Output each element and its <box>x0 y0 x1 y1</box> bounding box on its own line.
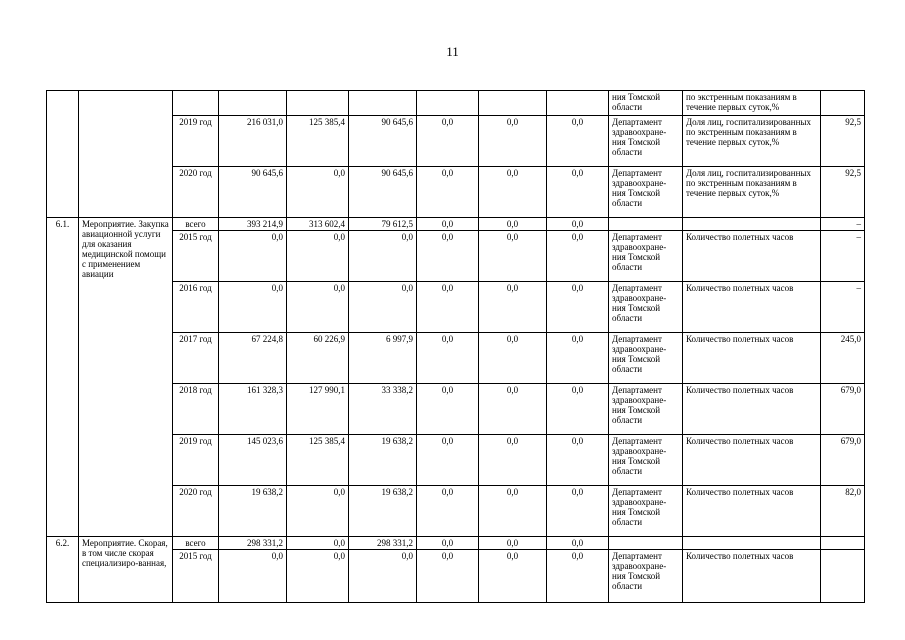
department-cell: Департамент здравоохране-ния Томской области <box>609 231 683 282</box>
department-cell: Департамент здравоохране-ния Томской области <box>609 486 683 537</box>
other-cell: 0,0 <box>547 550 609 603</box>
year-cell: 2015 год <box>173 231 219 282</box>
indicator-cell: Количество полетных часов <box>683 231 821 282</box>
year-cell: 2019 год <box>173 116 219 167</box>
extra-cell: 0,0 <box>479 218 547 231</box>
indicator-cell: по экстренным показаниям в течение первых суток,% <box>683 91 821 116</box>
page-number: 11 <box>446 44 459 59</box>
regional-cell: 33 338,2 <box>349 384 417 435</box>
federal-cell: 0,0 <box>287 537 349 550</box>
extra-cell: 0,0 <box>479 333 547 384</box>
local-cell: 0,0 <box>417 537 479 550</box>
extra-cell: 0,0 <box>479 167 547 218</box>
year-cell: 2020 год <box>173 167 219 218</box>
total-cell: 0,0 <box>219 282 287 333</box>
value-cell: 245,0 <box>821 333 865 384</box>
year-cell <box>173 91 219 116</box>
other-cell <box>547 91 609 116</box>
year-cell: 2017 год <box>173 333 219 384</box>
item-number-cell: 6.2. <box>47 537 79 603</box>
extra-cell: 0,0 <box>479 231 547 282</box>
value-cell <box>821 550 865 603</box>
total-cell <box>219 91 287 116</box>
federal-cell: 127 990,1 <box>287 384 349 435</box>
indicator-cell: Количество полетных часов <box>683 435 821 486</box>
local-cell <box>417 91 479 116</box>
department-cell: Департамент здравоохране-ния Томской области <box>609 116 683 167</box>
department-cell <box>609 218 683 231</box>
indicator-cell: Доля лиц, госпитализированных по экстренным показаниям в течение первых суток,% <box>683 116 821 167</box>
extra-cell <box>479 91 547 116</box>
department-cell: Департамент здравоохране-ния Томской области <box>609 550 683 603</box>
value-cell: 82,0 <box>821 486 865 537</box>
other-cell: 0,0 <box>547 282 609 333</box>
extra-cell: 0,0 <box>479 537 547 550</box>
federal-cell: 0,0 <box>287 486 349 537</box>
year-cell: 2019 год <box>173 435 219 486</box>
value-cell: – <box>821 231 865 282</box>
local-cell: 0,0 <box>417 218 479 231</box>
local-cell: 0,0 <box>417 384 479 435</box>
department-cell: Департамент здравоохране-ния Томской области <box>609 167 683 218</box>
regional-cell <box>349 91 417 116</box>
year-cell: 2020 год <box>173 486 219 537</box>
table-row <box>47 91 865 116</box>
federal-cell <box>287 91 349 116</box>
indicator-cell: Количество полетных часов <box>683 486 821 537</box>
total-cell: 90 645,6 <box>219 167 287 218</box>
federal-cell: 60 226,9 <box>287 333 349 384</box>
regional-cell: 19 638,2 <box>349 435 417 486</box>
local-cell: 0,0 <box>417 282 479 333</box>
regional-cell: 0,0 <box>349 231 417 282</box>
extra-cell: 0,0 <box>479 550 547 603</box>
total-cell: 145 023,6 <box>219 435 287 486</box>
local-cell: 0,0 <box>417 231 479 282</box>
value-cell: – <box>821 218 865 231</box>
federal-cell: 0,0 <box>287 282 349 333</box>
regional-cell: 90 645,6 <box>349 167 417 218</box>
indicator-cell: Количество полетных часов <box>683 384 821 435</box>
extra-cell: 0,0 <box>479 116 547 167</box>
total-cell: 19 638,2 <box>219 486 287 537</box>
indicator-cell: Количество полетных часов <box>683 550 821 603</box>
year-cell: 2018 год <box>173 384 219 435</box>
indicator-cell <box>683 218 821 231</box>
measure-name-cell <box>79 91 173 218</box>
other-cell: 0,0 <box>547 116 609 167</box>
other-cell: 0,0 <box>547 218 609 231</box>
year-cell: 2016 год <box>173 282 219 333</box>
extra-cell: 0,0 <box>479 435 547 486</box>
value-cell: – <box>821 282 865 333</box>
table-row <box>47 218 865 231</box>
total-cell: 0,0 <box>219 231 287 282</box>
local-cell: 0,0 <box>417 116 479 167</box>
department-cell: ния Томской области <box>609 91 683 116</box>
indicator-cell: Количество полетных часов <box>683 333 821 384</box>
other-cell: 0,0 <box>547 537 609 550</box>
year-cell: всего <box>173 537 219 550</box>
year-cell: 2015 год <box>173 550 219 603</box>
other-cell: 0,0 <box>547 333 609 384</box>
value-cell: 92,5 <box>821 116 865 167</box>
regional-cell: 298 331,2 <box>349 537 417 550</box>
total-cell: 298 331,2 <box>219 537 287 550</box>
local-cell: 0,0 <box>417 167 479 218</box>
local-cell: 0,0 <box>417 550 479 603</box>
extra-cell: 0,0 <box>479 282 547 333</box>
extra-cell: 0,0 <box>479 384 547 435</box>
total-cell: 216 031,0 <box>219 116 287 167</box>
program-table <box>46 90 865 603</box>
department-cell: Департамент здравоохране-ния Томской области <box>609 384 683 435</box>
local-cell: 0,0 <box>417 333 479 384</box>
item-number-cell <box>47 91 79 218</box>
indicator-cell <box>683 537 821 550</box>
federal-cell: 0,0 <box>287 550 349 603</box>
local-cell: 0,0 <box>417 486 479 537</box>
year-cell: всего <box>173 218 219 231</box>
value-cell <box>821 91 865 116</box>
other-cell: 0,0 <box>547 231 609 282</box>
value-cell <box>821 537 865 550</box>
measure-name-cell: Мероприятие. Скорая, в том числе скорая специализиро-ванная, <box>79 537 173 603</box>
table-row <box>47 537 865 550</box>
total-cell: 161 328,3 <box>219 384 287 435</box>
federal-cell: 125 385,4 <box>287 435 349 486</box>
indicator-cell: Количество полетных часов <box>683 282 821 333</box>
department-cell: Департамент здравоохране-ния Томской области <box>609 435 683 486</box>
regional-cell: 19 638,2 <box>349 486 417 537</box>
federal-cell: 313 602,4 <box>287 218 349 231</box>
other-cell: 0,0 <box>547 384 609 435</box>
other-cell: 0,0 <box>547 167 609 218</box>
total-cell: 0,0 <box>219 550 287 603</box>
other-cell: 0,0 <box>547 486 609 537</box>
value-cell: 92,5 <box>821 167 865 218</box>
federal-cell: 125 385,4 <box>287 116 349 167</box>
regional-cell: 0,0 <box>349 550 417 603</box>
measure-name-cell: Мероприятие. Закупка авиационной услуги для оказания медицинской помощи с применением авиации <box>79 218 173 537</box>
regional-cell: 90 645,6 <box>349 116 417 167</box>
other-cell: 0,0 <box>547 435 609 486</box>
regional-cell: 79 612,5 <box>349 218 417 231</box>
regional-cell: 6 997,9 <box>349 333 417 384</box>
department-cell: Департамент здравоохране-ния Томской области <box>609 333 683 384</box>
total-cell: 393 214,9 <box>219 218 287 231</box>
value-cell: 679,0 <box>821 384 865 435</box>
item-number-cell: 6.1. <box>47 218 79 537</box>
department-cell: Департамент здравоохране-ния Томской области <box>609 282 683 333</box>
regional-cell: 0,0 <box>349 282 417 333</box>
federal-cell: 0,0 <box>287 231 349 282</box>
total-cell: 67 224,8 <box>219 333 287 384</box>
federal-cell: 0,0 <box>287 167 349 218</box>
extra-cell: 0,0 <box>479 486 547 537</box>
value-cell: 679,0 <box>821 435 865 486</box>
local-cell: 0,0 <box>417 435 479 486</box>
department-cell <box>609 537 683 550</box>
indicator-cell: Доля лиц, госпитализированных по экстренным показаниям в течение первых суток,% <box>683 167 821 218</box>
